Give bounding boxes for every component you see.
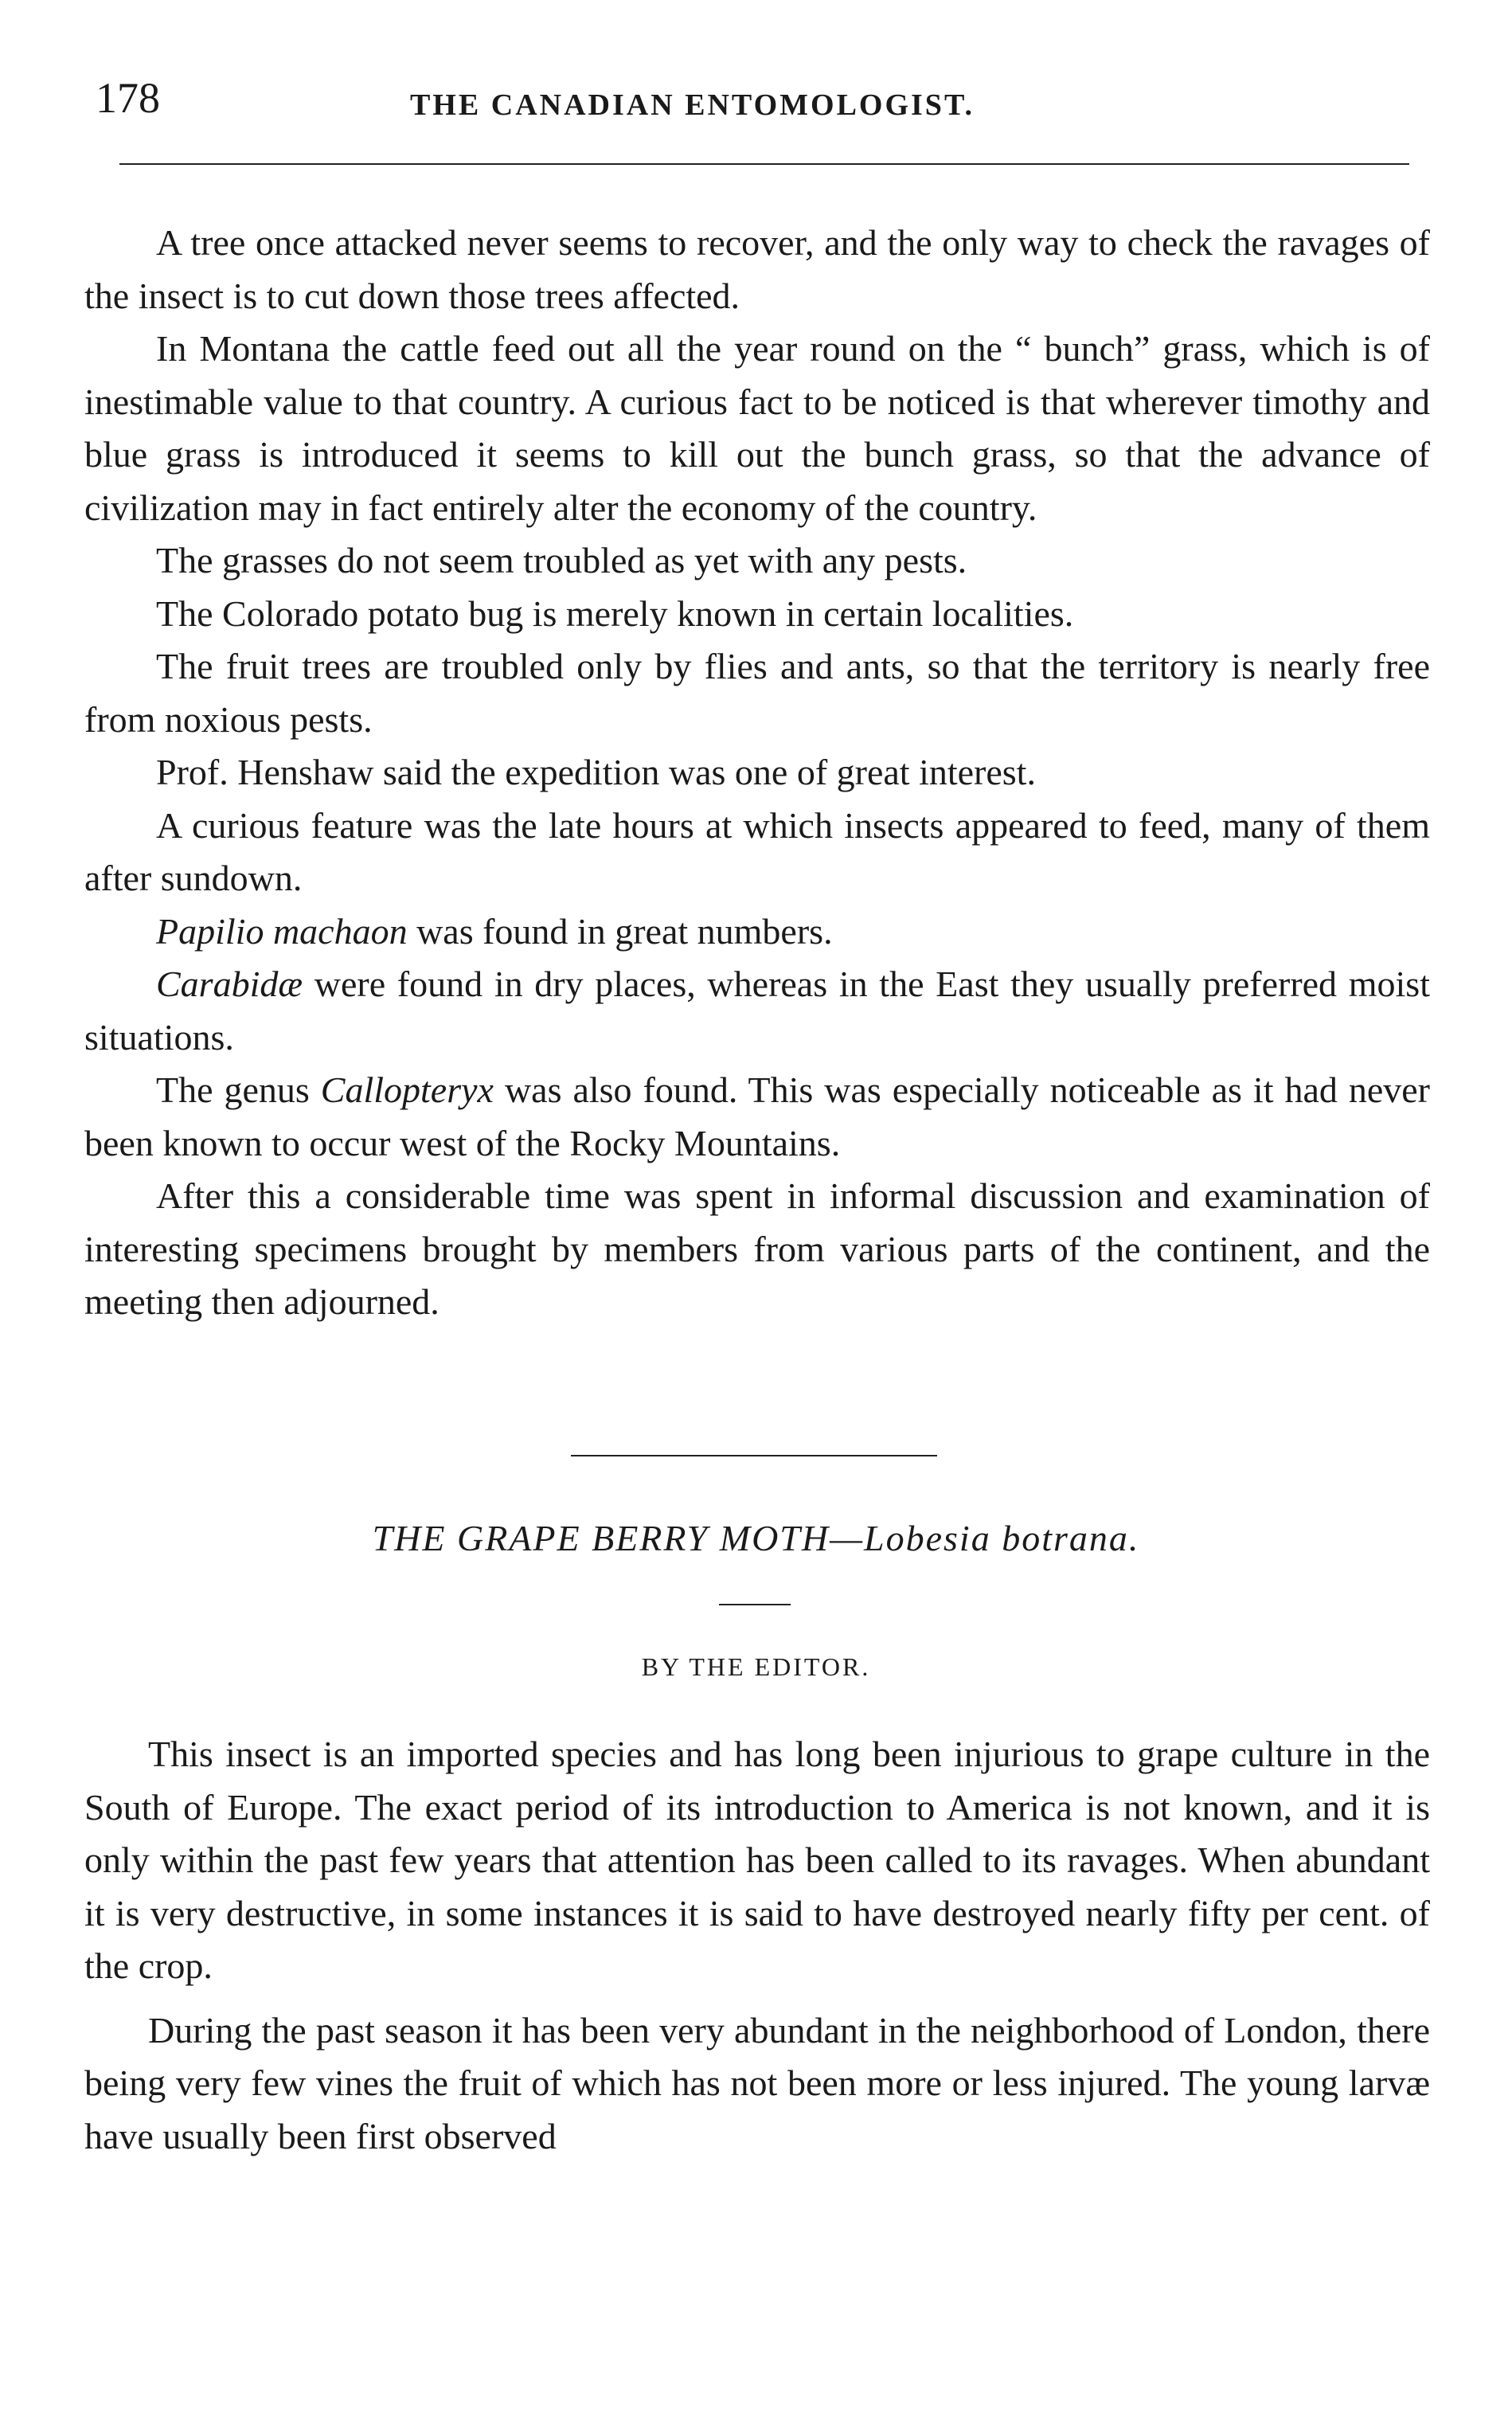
section-divider bbox=[571, 1455, 937, 1456]
page-number: 178 bbox=[96, 74, 160, 122]
paragraph: Carabidæ were found in dry places, whereas in the East they usually preferred moist situations. bbox=[84, 964, 1430, 1058]
byline: BY THE EDITOR. bbox=[641, 1652, 871, 1681]
paragraph: The grasses do not seem troubled as yet with any pests. bbox=[156, 540, 967, 581]
header-rule bbox=[119, 163, 1409, 165]
article-title: THE GRAPE BERRY MOTH—Lobesia botrana. bbox=[372, 1518, 1140, 1558]
running-head: THE CANADIAN ENTOMOLOGIST. bbox=[410, 88, 975, 122]
paragraph: A curious feature was the late hours at which insects appeared to feed, many of them after sundown. bbox=[84, 804, 1430, 898]
paragraph: The fruit trees are troubled only by flies and ants, so that the territory is nearly free from noxious pests. bbox=[84, 646, 1430, 740]
paragraph: In Montana the cattle feed out all the year round on the “ bunch” grass, which is of inestimable value to that country. A curious fact to be noticed is that wherever timothy and blue grass is introduced it seems to kill out the bunch grass, so that the advance of civilization may in fact entirely alter the economy of the country. bbox=[84, 328, 1430, 528]
paragraph: Papilio machaon was found in great numbers. bbox=[156, 910, 833, 952]
species-name: Papilio machaon bbox=[156, 910, 408, 952]
article-body bbox=[84, 1728, 1430, 2174]
family-name: Carabidæ bbox=[156, 964, 303, 1004]
title-dash bbox=[719, 1604, 791, 1605]
paragraph: During the past season it has been very abundant in the neighborhood of London, there being very few vines the fruit of which has not been more or less injured. The young larvæ have usually been first observed bbox=[84, 2009, 1430, 2156]
species-title: Lobesia botrana. bbox=[864, 1518, 1140, 1558]
paragraph: The Colorado potato bug is merely known in certain localities. bbox=[156, 592, 1074, 634]
paragraph: Prof. Henshaw said the expedition was one of great interest. bbox=[156, 752, 1036, 792]
report-body bbox=[84, 217, 1430, 1329]
paragraph: The genus Callopteryx was also found. This was especially noticeable as it had never been known to occur west of the Rocky Mountains. bbox=[84, 1069, 1430, 1163]
paragraph: After this a considerable time was spent in informal discussion and examination of interesting specimens brought by members from various parts of the continent, and the meeting then adjourned. bbox=[84, 1175, 1430, 1322]
genus-name: Callopteryx bbox=[320, 1069, 494, 1110]
paragraph: This insect is an imported species and has long been injurious to grape culture in the South of Europe. The exact period of its introduction to America is not known, and it is only within the past few years that attention has been called to its ravages. When abundant it is very destructive, in some instances it is said to have destroyed nearly fifty per cent. of the crop. bbox=[84, 1734, 1430, 1986]
paragraph: A tree once attacked never seems to recover, and the only way to check the ravages of the insect is to cut down those trees affected. bbox=[84, 222, 1430, 316]
page-header bbox=[92, 73, 1429, 129]
